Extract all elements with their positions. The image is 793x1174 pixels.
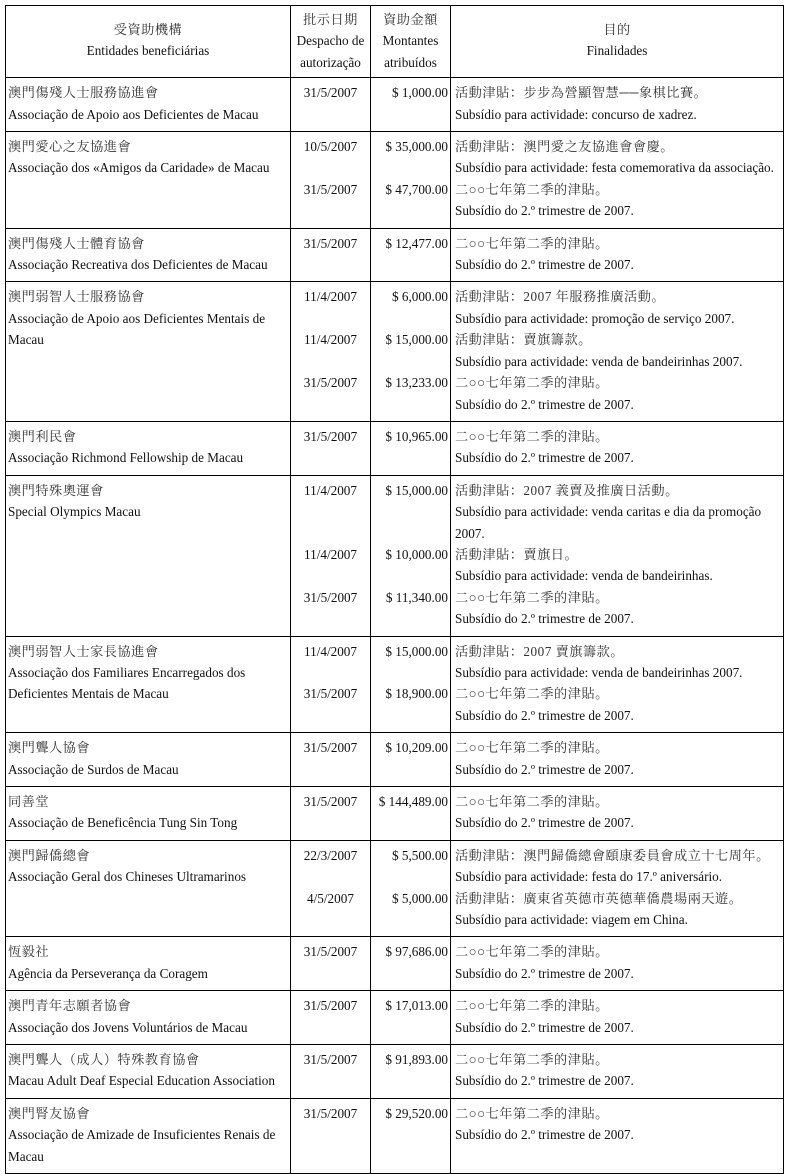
grant-purpose-zh: 二○○七年第二季的津貼。	[455, 1105, 609, 1121]
grant-amount: $ 15,000.00	[370, 329, 450, 372]
entity-name-cell	[6, 637, 290, 733]
table-header	[6, 6, 783, 78]
entity-name-zh: 澳門聾人（成人）特殊教育協會	[8, 1052, 200, 1068]
entity-name-cell	[6, 422, 290, 475]
grant-date: 31/5/2007	[290, 372, 370, 421]
entity-name-cell	[6, 991, 290, 1044]
grant-purpose-cell	[450, 1099, 783, 1173]
grant-purpose-pt: Subsídio do 2.º trimestre de 2007.	[455, 611, 634, 627]
grant-purpose-pt: Subsídio para actividade: viagem em China.	[455, 912, 688, 928]
entity-name-cell	[6, 78, 290, 131]
table-row	[6, 229, 783, 283]
entity-name-zh: 同善堂	[8, 794, 50, 809]
table-row	[6, 78, 783, 132]
grant-purpose-cell	[450, 841, 783, 888]
header-amount-zh: 資助金額	[383, 12, 438, 27]
header-purpose-zh: 目的	[603, 22, 631, 37]
grant-purpose-pt: Subsídio para actividade: venda caritas e dia da promoção 2007.	[455, 504, 762, 541]
entity-name-cell	[6, 1099, 290, 1173]
grant-purpose-pt: Subsídio do 2.º trimestre de 2007.	[455, 707, 634, 723]
entity-name-pt: Associação dos «Amigos da Caridade» de Macau	[8, 160, 270, 176]
grant-purpose-zh: 活動津貼：廣東省英德市英德華僑農場兩天遊。	[455, 890, 743, 906]
grant-purpose-pt: Subsídio para actividade: venda de bandeirinhas 2007.	[455, 664, 743, 680]
entity-name-zh: 澳門愛心之友協進會	[8, 139, 132, 155]
grant-date: 4/5/2007	[290, 888, 370, 937]
grant-amount: $ 12,477.00	[370, 229, 450, 282]
grant-amount: $ 35,000.00	[370, 132, 450, 179]
table-row	[6, 991, 783, 1045]
entity-name-zh: 澳門傷殘人士體育協會	[8, 235, 145, 251]
header-purpose-pt: Finalidades	[586, 43, 648, 59]
grant-purpose-cell	[450, 372, 783, 421]
grant-purpose-zh: 二○○七年第二季的津貼。	[455, 794, 609, 809]
grant-amount: $ 5,000.00	[370, 888, 450, 937]
header-entity	[6, 6, 290, 77]
entity-name-pt: Associação de Amizade de Insuficientes Renais de Macau	[8, 1127, 276, 1164]
grant-date: 31/5/2007	[290, 78, 370, 131]
entity-name-cell	[6, 841, 290, 937]
table-row	[6, 282, 783, 421]
entity-name-cell	[6, 733, 290, 786]
grant-purpose-zh: 二○○七年第二季的津貼。	[455, 686, 609, 702]
grant-date: 31/5/2007	[290, 587, 370, 636]
header-date	[290, 6, 370, 77]
grant-purpose-pt: Subsídio do 2.º trimestre de 2007.	[455, 965, 634, 981]
entity-name-pt: Agência da Perseverança da Coragem	[8, 965, 208, 981]
entity-name-pt: Associação de Beneficência Tung Sin Tong	[8, 815, 238, 831]
grant-purpose-cell	[450, 637, 783, 684]
grant-purpose-pt: Subsídio do 2.º trimestre de 2007.	[455, 815, 634, 831]
grant-date: 10/5/2007	[290, 132, 370, 179]
table-row	[6, 1099, 783, 1174]
grant-amount: $ 144,489.00	[370, 787, 450, 840]
header-date-pt2: autorização	[300, 54, 361, 70]
header-entity-zh: 受資助機構	[113, 22, 183, 37]
grant-purpose-zh: 二○○七年第二季的津貼。	[455, 740, 609, 756]
grant-purpose-zh: 二○○七年第二季的津貼。	[455, 589, 609, 605]
grant-amount: $ 10,965.00	[370, 422, 450, 475]
grant-purpose-pt: Subsídio do 2.º trimestre de 2007.	[455, 1127, 634, 1143]
grant-purpose-zh: 二○○七年第二季的津貼。	[455, 428, 609, 444]
grant-date: 31/5/2007	[290, 422, 370, 475]
grant-date: 31/5/2007	[290, 179, 370, 228]
grant-amount: $ 5,500.00	[370, 841, 450, 888]
grant-purpose-zh: 活動津貼：2007 賣旗籌款。	[455, 643, 625, 659]
grant-purpose-cell	[450, 476, 783, 544]
grant-purpose-cell	[450, 329, 783, 372]
grant-date: 31/5/2007	[290, 229, 370, 282]
grant-purpose-pt: Subsídio para actividade: venda de bandeirinhas 2007.	[455, 353, 743, 369]
grant-date: 11/4/2007	[290, 637, 370, 684]
grant-purpose-pt: Subsídio do 2.º trimestre de 2007.	[455, 1019, 634, 1035]
entity-name-pt: Special Olympics Macau	[8, 504, 141, 520]
entity-name-pt: Associação dos Familiares Encarregados dos Deficientes Mentais de Macau	[8, 664, 246, 702]
grant-purpose-cell	[450, 179, 783, 228]
grant-purpose-pt: Subsídio do 2.º trimestre de 2007.	[455, 203, 634, 219]
grant-purpose-cell	[450, 422, 783, 475]
table-row	[6, 937, 783, 991]
entity-name-pt: Associação Richmond Fellowship de Macau	[8, 450, 244, 466]
grant-amount: $ 97,686.00	[370, 937, 450, 990]
grant-amount: $ 18,900.00	[370, 683, 450, 732]
grant-date: 22/3/2007	[290, 841, 370, 888]
grant-date: 11/4/2007	[290, 282, 370, 329]
grant-amount: $ 15,000.00	[370, 637, 450, 684]
grant-date: 11/4/2007	[290, 544, 370, 587]
entity-name-cell	[6, 229, 290, 282]
entity-name-pt: Macau Adult Deaf Especial Education Association	[8, 1073, 275, 1089]
header-amount-pt2: atribuídos	[384, 54, 437, 70]
entity-name-pt: Associação de Apoio aos Deficientes Mentais de Macau	[8, 310, 266, 348]
header-amount-pt1: Montantes	[382, 33, 439, 49]
entity-name-zh: 澳門青年志願者協會	[8, 998, 132, 1014]
grant-amount: $ 10,000.00	[370, 544, 450, 587]
grant-purpose-cell	[450, 544, 783, 587]
entity-name-zh: 澳門腎友協會	[8, 1105, 91, 1121]
entity-name-zh: 澳門歸僑總會	[8, 847, 91, 863]
grant-purpose-cell	[450, 937, 783, 990]
grant-amount: $ 13,233.00	[370, 372, 450, 421]
grant-purpose-pt: Subsídio para actividade: concurso de xadrez.	[455, 106, 697, 122]
grant-purpose-zh: 活動津貼：澳門愛之友協進會會慶。	[455, 139, 674, 155]
entity-name-zh: 澳門特殊奧運會	[8, 482, 104, 498]
grant-amount: $ 10,209.00	[370, 733, 450, 786]
header-date-pt1: Despacho de	[296, 33, 365, 49]
grant-purpose-zh: 二○○七年第二季的津貼。	[455, 998, 609, 1014]
grant-purpose-zh: 活動津貼：賣旗日。	[455, 546, 579, 562]
entity-name-pt: Associação de Apoio aos Deficientes de Macau	[8, 106, 259, 122]
grant-purpose-cell	[450, 888, 783, 937]
grant-purpose-zh: 二○○七年第二季的津貼。	[455, 181, 609, 197]
table-row	[6, 422, 783, 476]
entity-name-zh: 恆毅社	[8, 944, 50, 960]
grant-date: 31/5/2007	[290, 1099, 370, 1173]
entity-name-cell	[6, 132, 290, 228]
grant-purpose-pt: Subsídio para actividade: festa comemorativa da associação.	[455, 160, 774, 176]
grant-purpose-zh: 二○○七年第二季的津貼。	[455, 944, 609, 960]
entity-name-zh: 澳門聾人協會	[8, 740, 91, 756]
table-row	[6, 476, 783, 637]
table-row	[6, 841, 783, 938]
grant-amount: $ 15,000.00	[370, 476, 450, 544]
grant-purpose-pt: Subsídio para actividade: promoção de serviço 2007.	[455, 310, 735, 326]
grant-amount: $ 1,000.00	[370, 78, 450, 131]
grant-purpose-zh: 活動津貼：2007 年服務推廣活動。	[455, 289, 666, 305]
header-purpose	[450, 6, 783, 77]
grant-purpose-pt: Subsídio do 2.º trimestre de 2007.	[455, 1073, 634, 1089]
grant-purpose-cell	[450, 282, 783, 329]
grant-amount: $ 11,340.00	[370, 587, 450, 636]
entity-name-zh: 澳門弱智人士服務協會	[8, 289, 145, 305]
grant-date: 31/5/2007	[290, 733, 370, 786]
grant-purpose-zh: 活動津貼：2007 義賣及推廣日活動。	[455, 482, 679, 498]
grant-date: 11/4/2007	[290, 329, 370, 372]
table-row	[6, 787, 783, 841]
entity-name-pt: Associação Recreativa dos Deficientes de Macau	[8, 257, 268, 273]
table-row	[6, 637, 783, 734]
grant-date: 11/4/2007	[290, 476, 370, 544]
grant-purpose-zh: 二○○七年第二季的津貼。	[455, 1052, 609, 1068]
entity-name-cell	[6, 1045, 290, 1098]
entity-name-pt: Associação dos Jovens Voluntários de Macau	[8, 1019, 248, 1035]
grant-amount: $ 47,700.00	[370, 179, 450, 228]
grant-purpose-cell	[450, 587, 783, 636]
grant-purpose-zh: 活動津貼：賣旗籌款。	[455, 332, 592, 348]
grant-purpose-cell	[450, 132, 783, 179]
entity-name-zh: 澳門利民會	[8, 428, 77, 444]
entity-name-cell	[6, 787, 290, 840]
grant-purpose-cell	[450, 683, 783, 732]
grant-amount: $ 6,000.00	[370, 282, 450, 329]
entity-name-zh: 澳門弱智人士家長協進會	[8, 643, 159, 659]
grant-amount: $ 29,520.00	[370, 1099, 450, 1173]
grant-purpose-pt: Subsídio do 2.º trimestre de 2007.	[455, 396, 634, 412]
grant-purpose-zh: 活動津貼：步步為營顯智慧──象棋比賽。	[455, 85, 708, 101]
grant-purpose-cell	[450, 991, 783, 1044]
entity-name-pt: Associação de Surdos de Macau	[8, 761, 179, 777]
grant-purpose-cell	[450, 1045, 783, 1098]
grant-purpose-cell	[450, 229, 783, 282]
grant-date: 31/5/2007	[290, 787, 370, 840]
grant-date: 31/5/2007	[290, 1045, 370, 1098]
entity-name-cell	[6, 937, 290, 990]
entity-name-cell	[6, 476, 290, 636]
table-row	[6, 1045, 783, 1099]
entity-name-pt: Associação Geral dos Chineses Ultramarinos	[8, 869, 247, 885]
entity-name-cell	[6, 282, 290, 420]
entity-name-zh: 澳門傷殘人士服務協進會	[8, 85, 159, 101]
grant-date: 31/5/2007	[290, 991, 370, 1044]
grant-purpose-zh: 二○○七年第二季的津貼。	[455, 235, 609, 251]
grant-purpose-pt: Subsídio para actividade: venda de bandeirinhas.	[455, 568, 713, 584]
grant-amount: $ 91,893.00	[370, 1045, 450, 1098]
header-amount	[370, 6, 450, 77]
grant-purpose-pt: Subsídio do 2.º trimestre de 2007.	[455, 761, 634, 777]
grant-date: 31/5/2007	[290, 937, 370, 990]
grant-amount: $ 17,013.00	[370, 991, 450, 1044]
table-row	[6, 733, 783, 787]
table-row	[6, 132, 783, 229]
grant-purpose-pt: Subsídio do 2.º trimestre de 2007.	[455, 257, 634, 273]
subsidy-table	[5, 5, 784, 1174]
header-date-zh: 批示日期	[303, 12, 358, 27]
grant-purpose-pt: Subsídio do 2.º trimestre de 2007.	[455, 450, 634, 466]
grant-purpose-zh: 活動津貼：澳門歸僑總會頤康委員會成立十七周年。	[455, 847, 770, 863]
grant-purpose-pt: Subsídio para actividade: festa do 17.º aniversário.	[455, 869, 723, 885]
grant-purpose-cell	[450, 787, 783, 840]
header-entity-pt: Entidades beneficiárias	[86, 43, 210, 59]
grant-date: 31/5/2007	[290, 683, 370, 732]
grant-purpose-zh: 二○○七年第二季的津貼。	[455, 375, 609, 391]
grant-purpose-cell	[450, 78, 783, 131]
grant-purpose-cell	[450, 733, 783, 786]
